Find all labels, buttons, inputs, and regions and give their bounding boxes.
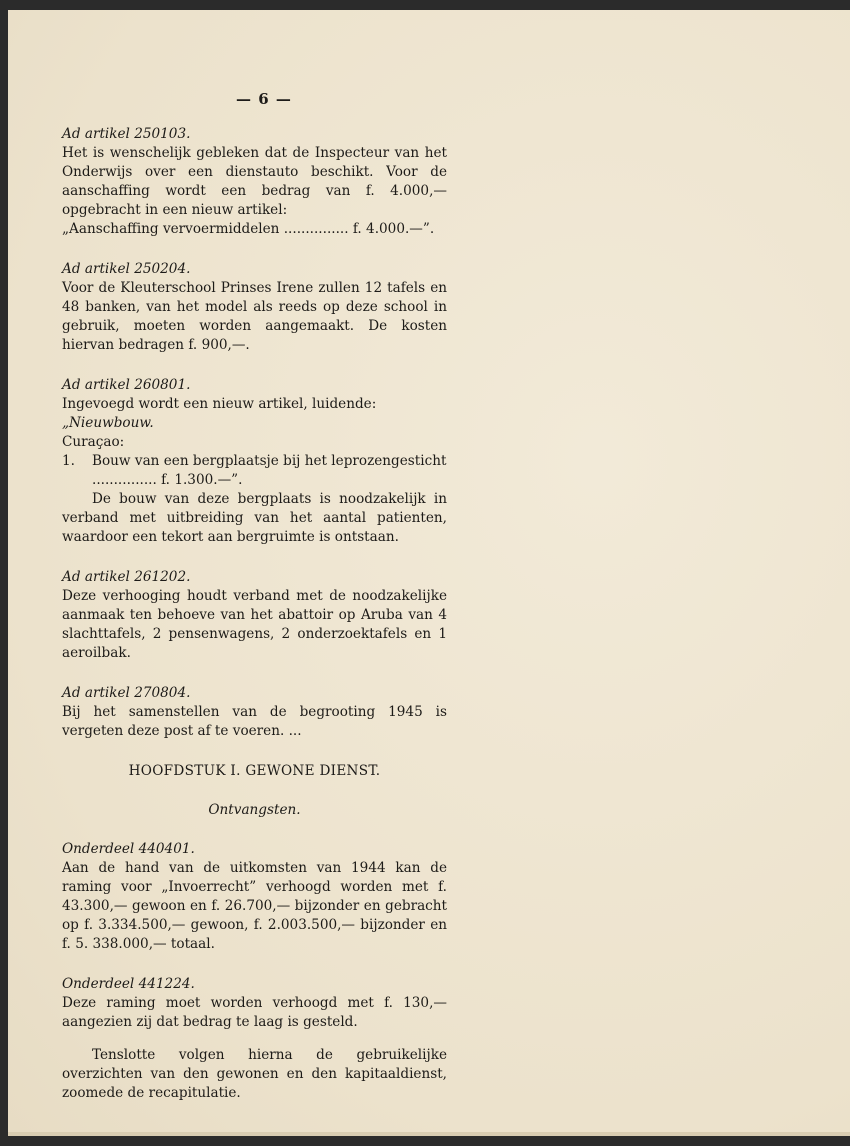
section-body: Bij het samenstellen van de begrooting 1945 is vergeten deze post af te voeren. ... (62, 704, 447, 739)
subsection-441224 (62, 975, 447, 1032)
subsection-body: Deze raming moet worden verhoogd met f. 130,— aangezien zij dat bedrag te laag is gesteld. (62, 995, 447, 1030)
chapter-title: HOOFDSTUK I. GEWONE DIENST. (128, 763, 381, 779)
page-number: — 6 — (236, 90, 292, 108)
section-260801 (62, 376, 447, 547)
subsection-heading: Onderdeel 441224. (62, 976, 195, 992)
section-250204 (62, 260, 447, 355)
section-heading: Ad artikel 250204. (62, 261, 191, 277)
item-text: Bouw van een bergplaatsje bij het leprozengesticht ............... f. 1.300.—”. (92, 453, 447, 488)
section-heading: Ad artikel 270804. (62, 685, 191, 701)
section-heading: Ad artikel 260801. (62, 377, 191, 393)
document-page (8, 10, 850, 1136)
subsection-heading: Onderdeel 440401. (62, 841, 195, 857)
budget-line: „Aanschaffing vervoermiddelen ............... f. 4.000.—”. (62, 221, 435, 237)
section-explanation: De bouw van deze bergplaats is noodzakelijk in verband met uitbreiding van het aantal patienten, waardoor een tekort aan bergruimte is ontstaan. (62, 491, 447, 545)
closing-paragraph: Tenslotte volgen hierna de gebruikelijke overzichten van den gewonen en den kapitaaldienst, zoomede de recapitulatie. (62, 1047, 447, 1101)
place-label: Curaçao: (62, 434, 125, 450)
section-heading: Ad artikel 261202. (62, 569, 191, 585)
section-body: Voor de Kleuterschool Prinses Irene zullen 12 tafels en 48 banken, van het model als reeds op deze school in gebruik, moeten worden aangemaakt. De kosten hiervan bedragen f. 900,—. (62, 280, 447, 353)
text-column (62, 125, 447, 1103)
section-intro: Ingevoegd wordt een nieuw artikel, luidende: (62, 396, 377, 412)
section-250103 (62, 125, 447, 239)
chapter-subtitle: Ontvangsten. (208, 802, 301, 818)
section-270804 (62, 684, 447, 741)
subsection-440401 (62, 840, 447, 954)
list-item (62, 452, 447, 490)
section-261202 (62, 568, 447, 663)
section-body: Het is wenschelijk gebleken dat de Inspecteur van het Onderwijs over een dienstauto beschikt. Voor de aanschaffing wordt een bedrag van f. 4.000,— opgebracht in een nieuw artikel: (62, 145, 447, 218)
item-number: 1. (62, 453, 75, 469)
quoted-title: „Nieuwbouw. (62, 415, 154, 431)
section-heading: Ad artikel 250103. (62, 126, 191, 142)
subsection-body: Aan de hand van de uitkomsten van 1944 kan de raming voor „Invoerrecht” verhoogd worden met f. 43.300,— gewoon en f. 26.700,— bijzonder en gebracht op f. 3.334.500,— gewoon, f. 2.003.500,— bijzonder en f. 5. 338.000,— totaal. (62, 860, 447, 952)
section-body: Deze verhooging houdt verband met de noodzakelijke aanmaak ten behoeve van het abattoir op Aruba van 4 slachttafels, 2 pensenwagens, 2 onderzoektafels en 1 aeroilbak. (62, 588, 447, 661)
